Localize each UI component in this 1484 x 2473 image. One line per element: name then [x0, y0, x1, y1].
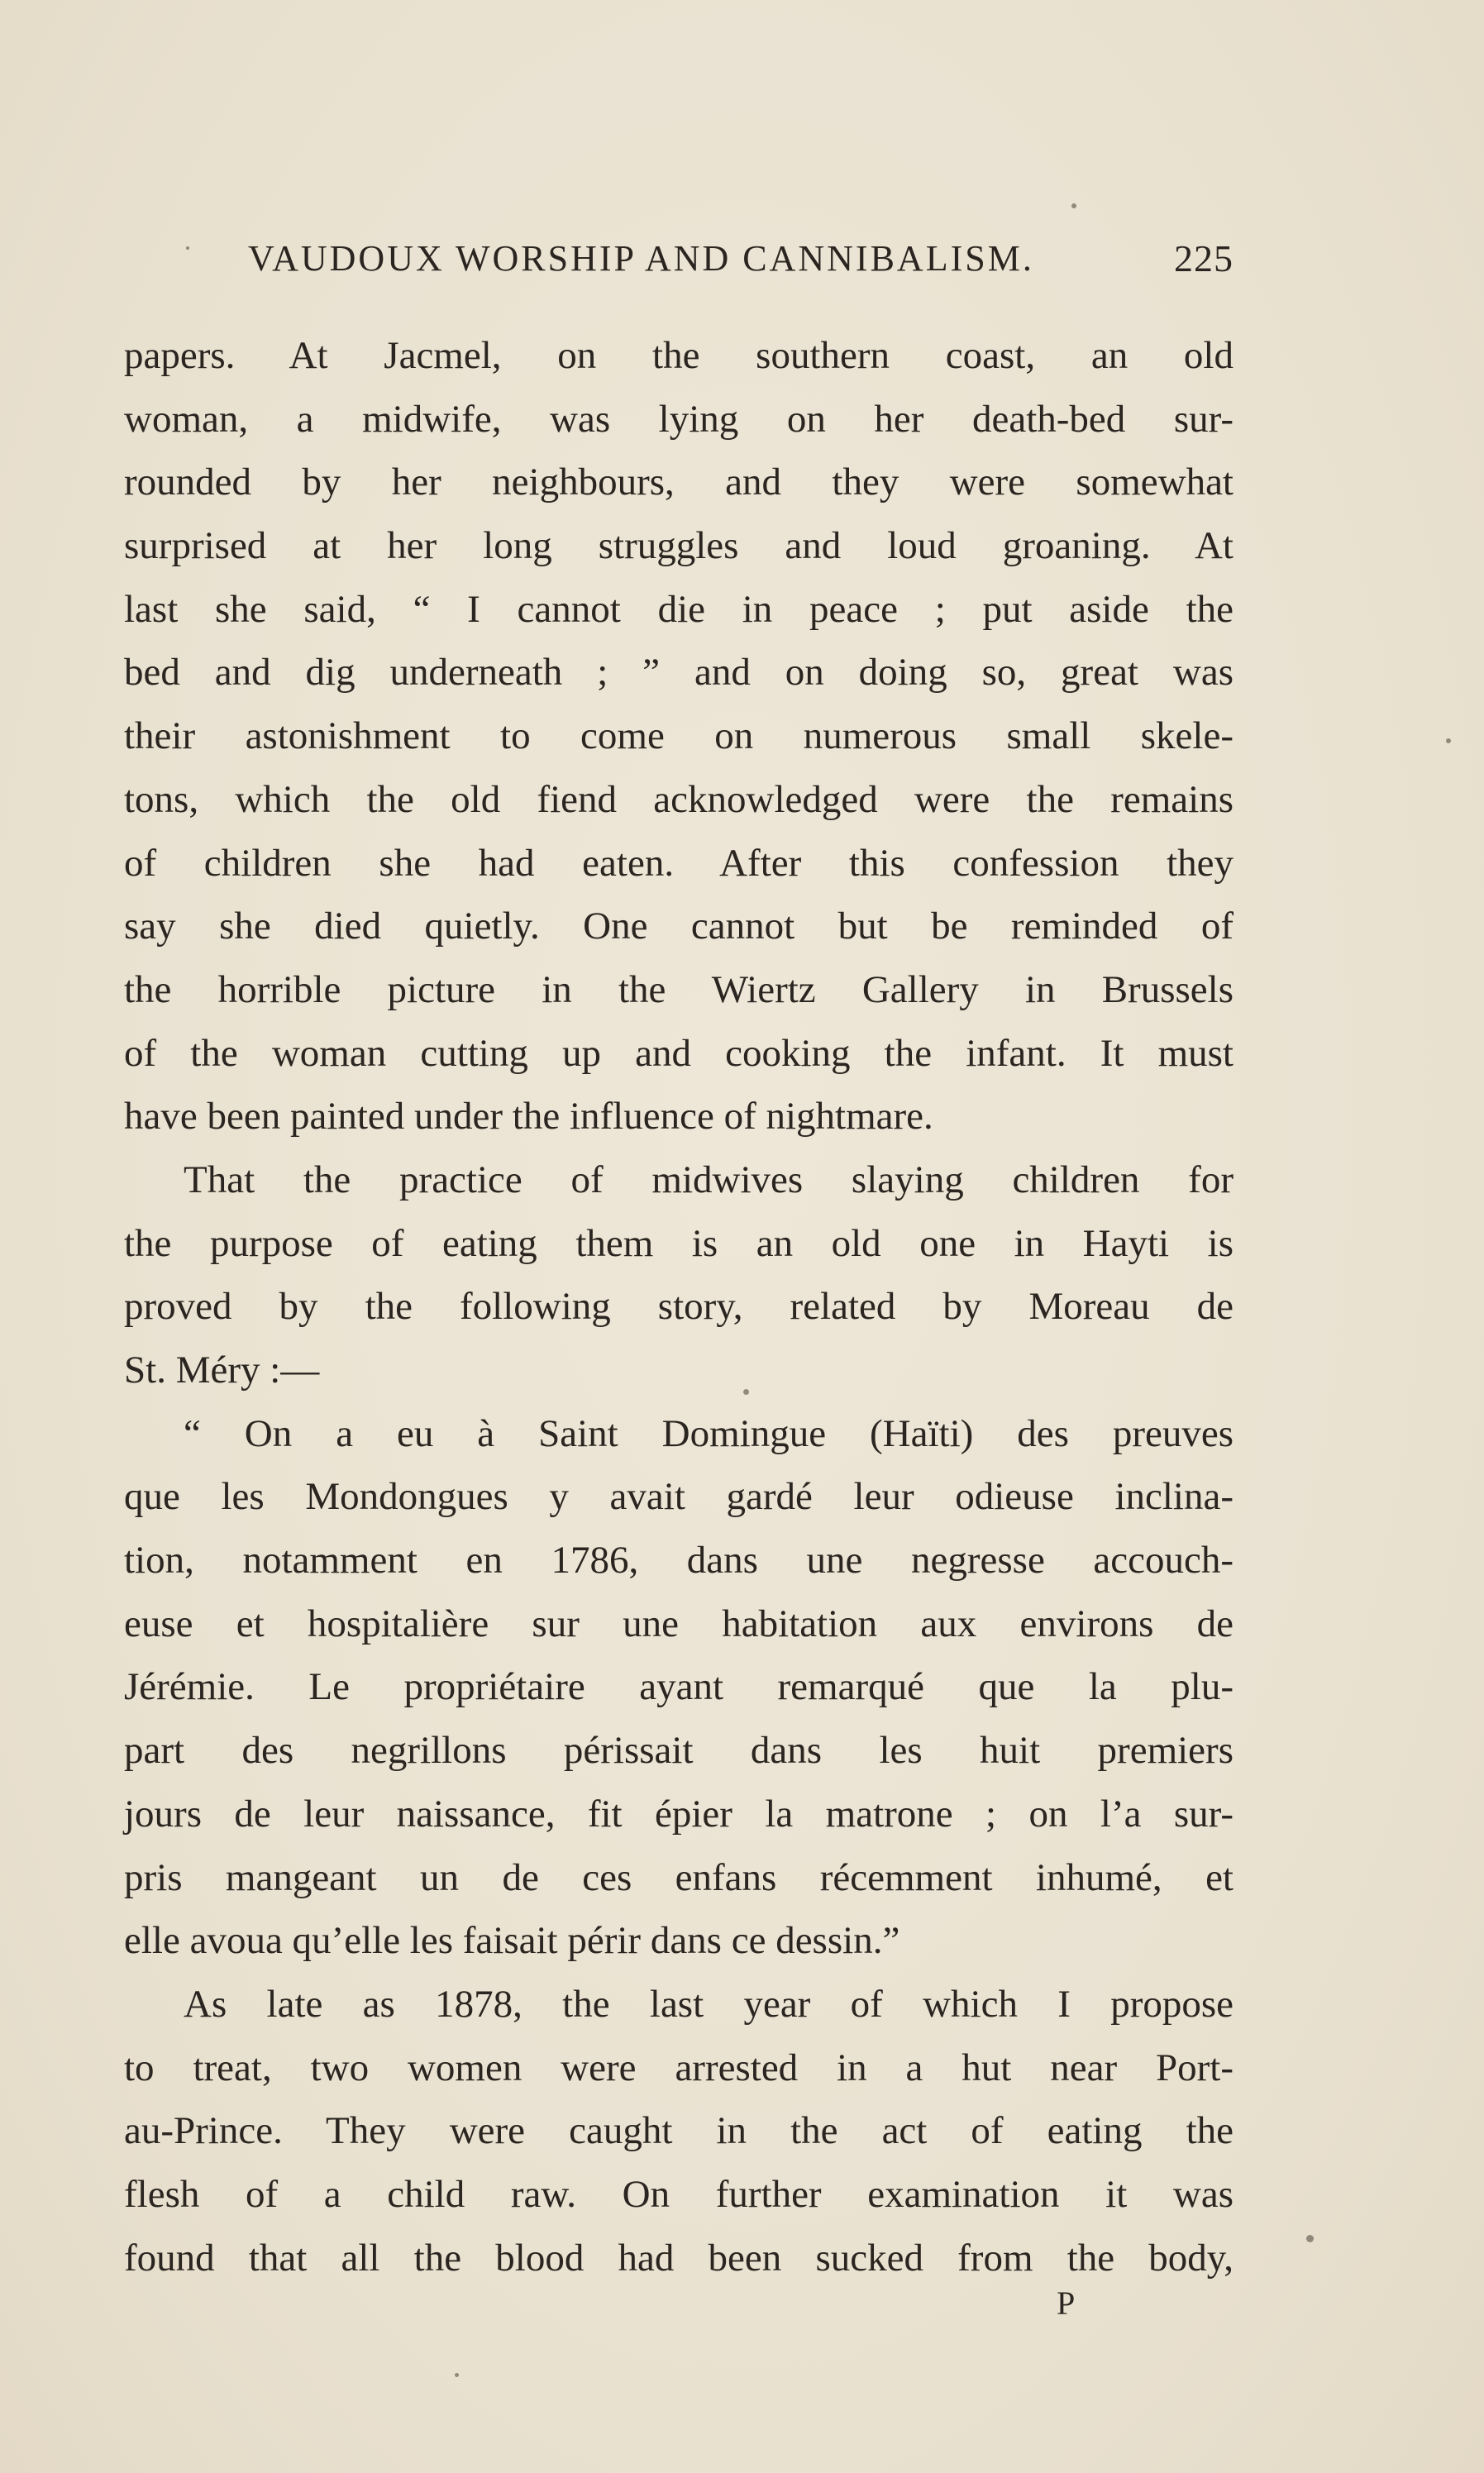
text-line: proved by the following story, related by Moreau de [124, 1285, 1233, 1329]
page-number: 225 [1174, 237, 1233, 279]
text-line: That the practice of midwives slaying children for [184, 1158, 1233, 1201]
running-head [248, 234, 1233, 284]
body-text [124, 324, 1233, 2289]
text-line: woman, a midwife, was lying on her death-bed sur- [124, 397, 1233, 441]
text-line: flesh of a child raw. On further examination it was [124, 2172, 1233, 2216]
text-line: St. Méry :— [124, 1349, 320, 1392]
text-line: have been painted under the influence of nightmare. [124, 1095, 933, 1139]
text-line: the horrible picture in the Wiertz Gallery in Brussels [124, 967, 1233, 1011]
text-line: the purpose of eating them is an old one in Hayti is [124, 1221, 1233, 1265]
text-line: surprised at her long struggles and loud groaning. At [124, 524, 1233, 568]
signature-mark: P [1057, 2284, 1077, 2322]
quote-line: tion, notamment en 1786, dans une negresse accouch- [124, 1539, 1233, 1583]
text-line: As late as 1878, the last year of which I propose [184, 1982, 1233, 2026]
paper-speck [1446, 738, 1451, 743]
paper-speck [455, 2373, 459, 2377]
text-line: rounded by her neighbours, and they were somewhat [124, 461, 1233, 504]
text-line: of children she had eaten. After this confession they [124, 841, 1233, 885]
text-line: last she said, “ I cannot die in peace ; put aside the [124, 587, 1233, 631]
quote-line: euse et hospitalière sur une habitation aux environs de [124, 1602, 1233, 1645]
quote-line: jours de leur naissance, fit épier la matrone ; on l’a sur- [124, 1792, 1233, 1836]
quote-line: pris mangeant un de ces enfans récemment inhumé, et [124, 1855, 1233, 1899]
paper-speck [186, 246, 189, 250]
quote-line: Jérémie. Le propriétaire ayant remarqué que la plu- [124, 1665, 1233, 1709]
paper-speck [1306, 2235, 1314, 2242]
text-line: of the woman cutting up and cooking the infant. It must [124, 1031, 1233, 1075]
text-line: papers. At Jacmel, on the southern coast, an old [124, 334, 1233, 377]
text-line: to treat, two women were arrested in a hut near Port- [124, 2046, 1233, 2089]
running-head-title: VAUDOUX WORSHIP AND CANNIBALISM. [248, 238, 1034, 279]
paper-speck [1071, 203, 1076, 208]
quote-line: que les Mondongues y avait gardé leur odieuse inclina- [124, 1475, 1233, 1519]
text-line: their astonishment to come on numerous small skele- [124, 714, 1233, 758]
text-line: au-Prince. They were caught in the act of eating the [124, 2109, 1233, 2153]
text-line: say she died quietly. One cannot but be reminded of [124, 905, 1233, 948]
quote-line: part des negrillons périssait dans les huit premiers [124, 1729, 1233, 1773]
text-line: bed and dig underneath ; ” and on doing so, great was [124, 651, 1233, 695]
quote-line: elle avoua qu’elle les faisait périr dans ce dessin.” [124, 1919, 900, 1963]
paper-speck [743, 1389, 749, 1395]
text-line: tons, which the old fiend acknowledged were the remains [124, 777, 1233, 821]
text-line: found that all the blood had been sucked from the body, [124, 2236, 1233, 2280]
quote-line: “ On a eu à Saint Domingue (Haïti) des preuves [184, 1411, 1233, 1455]
